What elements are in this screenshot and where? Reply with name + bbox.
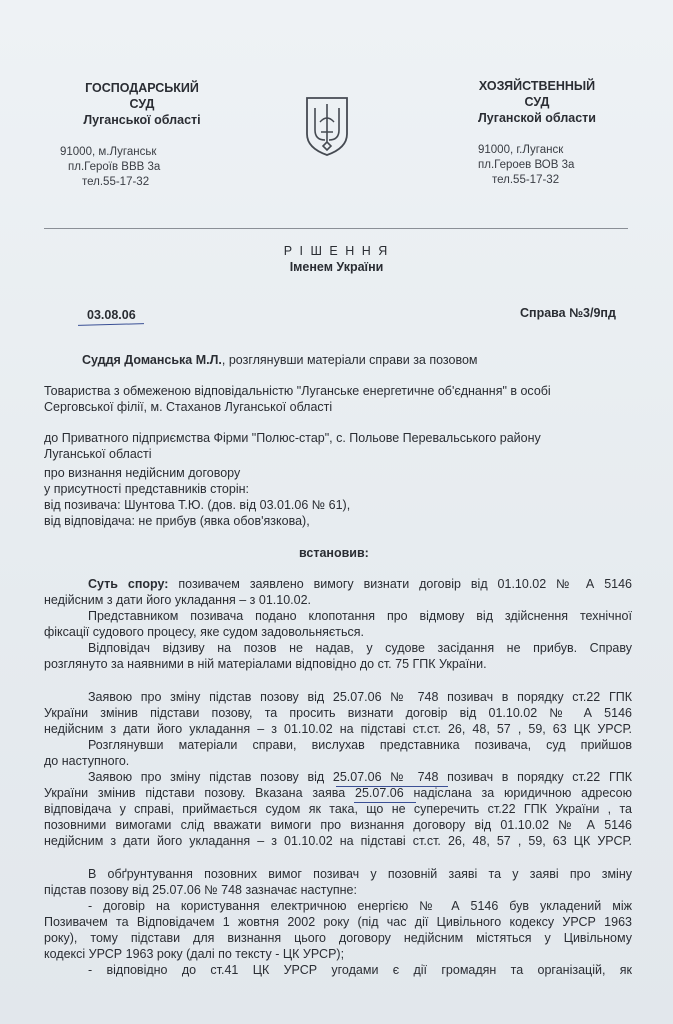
- court-name-line3: Луганской области: [478, 111, 596, 125]
- court-name-line2: СУД: [524, 95, 550, 109]
- address-line2: пл.Героїв ВВВ 3а: [68, 161, 161, 173]
- body-line: В обґрунтування позовних вимог позивач у позовній заяві та у заяві про зміну: [88, 867, 632, 881]
- body-line: недійсним з дати його укладання – з 01.10.02 на підставі ст.ст. 26, 48, 57 , 59, 63 ЦК УРСР.: [44, 834, 632, 848]
- decision-title: [0, 243, 673, 275]
- subject-line: у присутності представників сторін:: [44, 482, 249, 496]
- court-header-left: [62, 80, 222, 128]
- body-line: року), тому підстави для визнання цього договору недійсним містяться у Цивільному: [44, 931, 632, 945]
- body-line: - договір на користування електричною енергією № А 5146 був укладений між: [88, 899, 632, 913]
- ukraine-trident-emblem-icon: [303, 94, 351, 158]
- body-line: розглянуто за наявними в ній матеріалами відповідно до ст. 75 ГПК України.: [44, 657, 487, 671]
- defendant-block: [44, 430, 541, 462]
- body-line: Заявою про зміну підстав позову від 25.07.06 № 748 позивач в порядку ст.22 ГПК: [88, 690, 632, 704]
- address-line1: 91000, м.Луганськ: [60, 146, 157, 158]
- body-line: фіксації судового процесу, яке судом задовольняється.: [44, 625, 364, 639]
- plaintiff-block: [44, 383, 551, 415]
- body-line: підстав позову від 25.07.06 № 748 зазначає наступне:: [44, 883, 357, 897]
- body-line: Заявою про зміну підстав позову від 25.07.06 № 748 позивач в порядку ст.22 ГПК: [88, 770, 632, 784]
- body-line: Відповідач відзиву на позов не надав, у судове засідання не прибув. Справу: [88, 641, 632, 655]
- decision-body: [44, 576, 632, 978]
- court-name-line3: Луганської області: [83, 113, 201, 127]
- body-line: Розглянувши матеріали справи, вислухав представника позивача, суд прийшов: [88, 738, 632, 752]
- judge-text: , розглянувши матеріали справи за позовом: [221, 353, 478, 367]
- body-line: кодексі УРСР 1963 року (далі по тексту - ЦК УРСР);: [44, 947, 345, 961]
- court-name-line1: ХОЗЯЙСТВЕННЫЙ: [478, 79, 596, 93]
- plaintiff-line: Товариства з обмеженою відповідальністю "Луганське енергетичне об'єднання" в особі: [44, 384, 551, 398]
- pen-underline: [354, 802, 416, 803]
- case-number: Справа №3/9пд: [520, 306, 616, 320]
- title-sub: Іменем України: [289, 260, 384, 274]
- body-line: до наступного.: [44, 754, 130, 768]
- pen-underline: [336, 786, 448, 787]
- defendant-line: до Приватного підприємства Фірми "Полюс-стар", с. Польове Перевальського району: [44, 431, 541, 445]
- body-line: України змінив підстави позову. Вказана заява 25.07.06 надіслана за юридичною адресою: [44, 786, 632, 800]
- body-line: недійсним з дати його укладання – з 01.10.02 на підставі ст.ст. 26, 48, 57 , 59, 63 ЦК УРСР.: [44, 722, 632, 736]
- subject-line: від позивача: Шунтова Т.Ю. (дов. від 03.01.06 № 61),: [44, 498, 351, 512]
- body-line: України змінив підстави позову, та просить визнати договір від 01.10.02 № А 5146: [44, 706, 632, 720]
- title-main: Р І Ш Е Н Н Я: [283, 244, 390, 258]
- date-pen-underline: [78, 323, 144, 326]
- body-line: позовними вимогами слід вважати вимоги про визнання договору від 01.10.02 № А 5146: [44, 818, 632, 832]
- address-line2: пл.Героев ВОВ 3а: [478, 159, 575, 171]
- defendant-line: Луганської області: [44, 447, 152, 461]
- judge-name: Суддя Доманська М.Л.: [82, 353, 222, 367]
- court-name-line1: ГОСПОДАРСЬКИЙ: [85, 81, 199, 95]
- judge-line: [82, 352, 478, 368]
- subject-line: від відповідача: не прибув (явка обов'язкова),: [44, 514, 310, 528]
- address-line3: тел.55-17-32: [492, 174, 560, 186]
- body-line: відповідача у справі, приймається судом як така, що не суперечить ст.22 ГПК України , та: [44, 802, 632, 816]
- address-line3: тел.55-17-32: [82, 176, 150, 188]
- body-line: Позивачем та Відповідачем 1 жовтня 2002 року (під час дії Цивільного кодексу УРСР 1963: [44, 915, 632, 929]
- subject-block: [44, 465, 350, 529]
- court-header-right: [452, 78, 622, 126]
- body-line: [44, 576, 632, 592]
- subject-line: про визнання недійсним договору: [44, 466, 241, 480]
- dispute-label: Суть спору:: [88, 577, 169, 591]
- court-address-left: [60, 145, 160, 190]
- body-text: позивачем заявлено вимогу визнати договір від 01.10.02 № А 5146: [168, 577, 633, 591]
- body-line: - відповідно до ст.41 ЦК УРСР угодами є дії громадян та організацій, як: [88, 963, 632, 977]
- decision-date: 03.08.06: [87, 308, 136, 322]
- plaintiff-line: Серговської філії, м. Стаханов Луганської області: [44, 400, 333, 414]
- address-line1: 91000, г.Луганск: [478, 144, 564, 156]
- court-name-line2: СУД: [129, 97, 155, 111]
- header-divider: [44, 228, 628, 229]
- body-line: Представником позивача подано клопотання про відмову від здійснення технічної: [88, 609, 632, 623]
- court-address-right: [478, 143, 574, 188]
- established-heading: встановив:: [299, 546, 369, 560]
- body-line: недійсним з дати його укладання – з 01.10.02.: [44, 593, 311, 607]
